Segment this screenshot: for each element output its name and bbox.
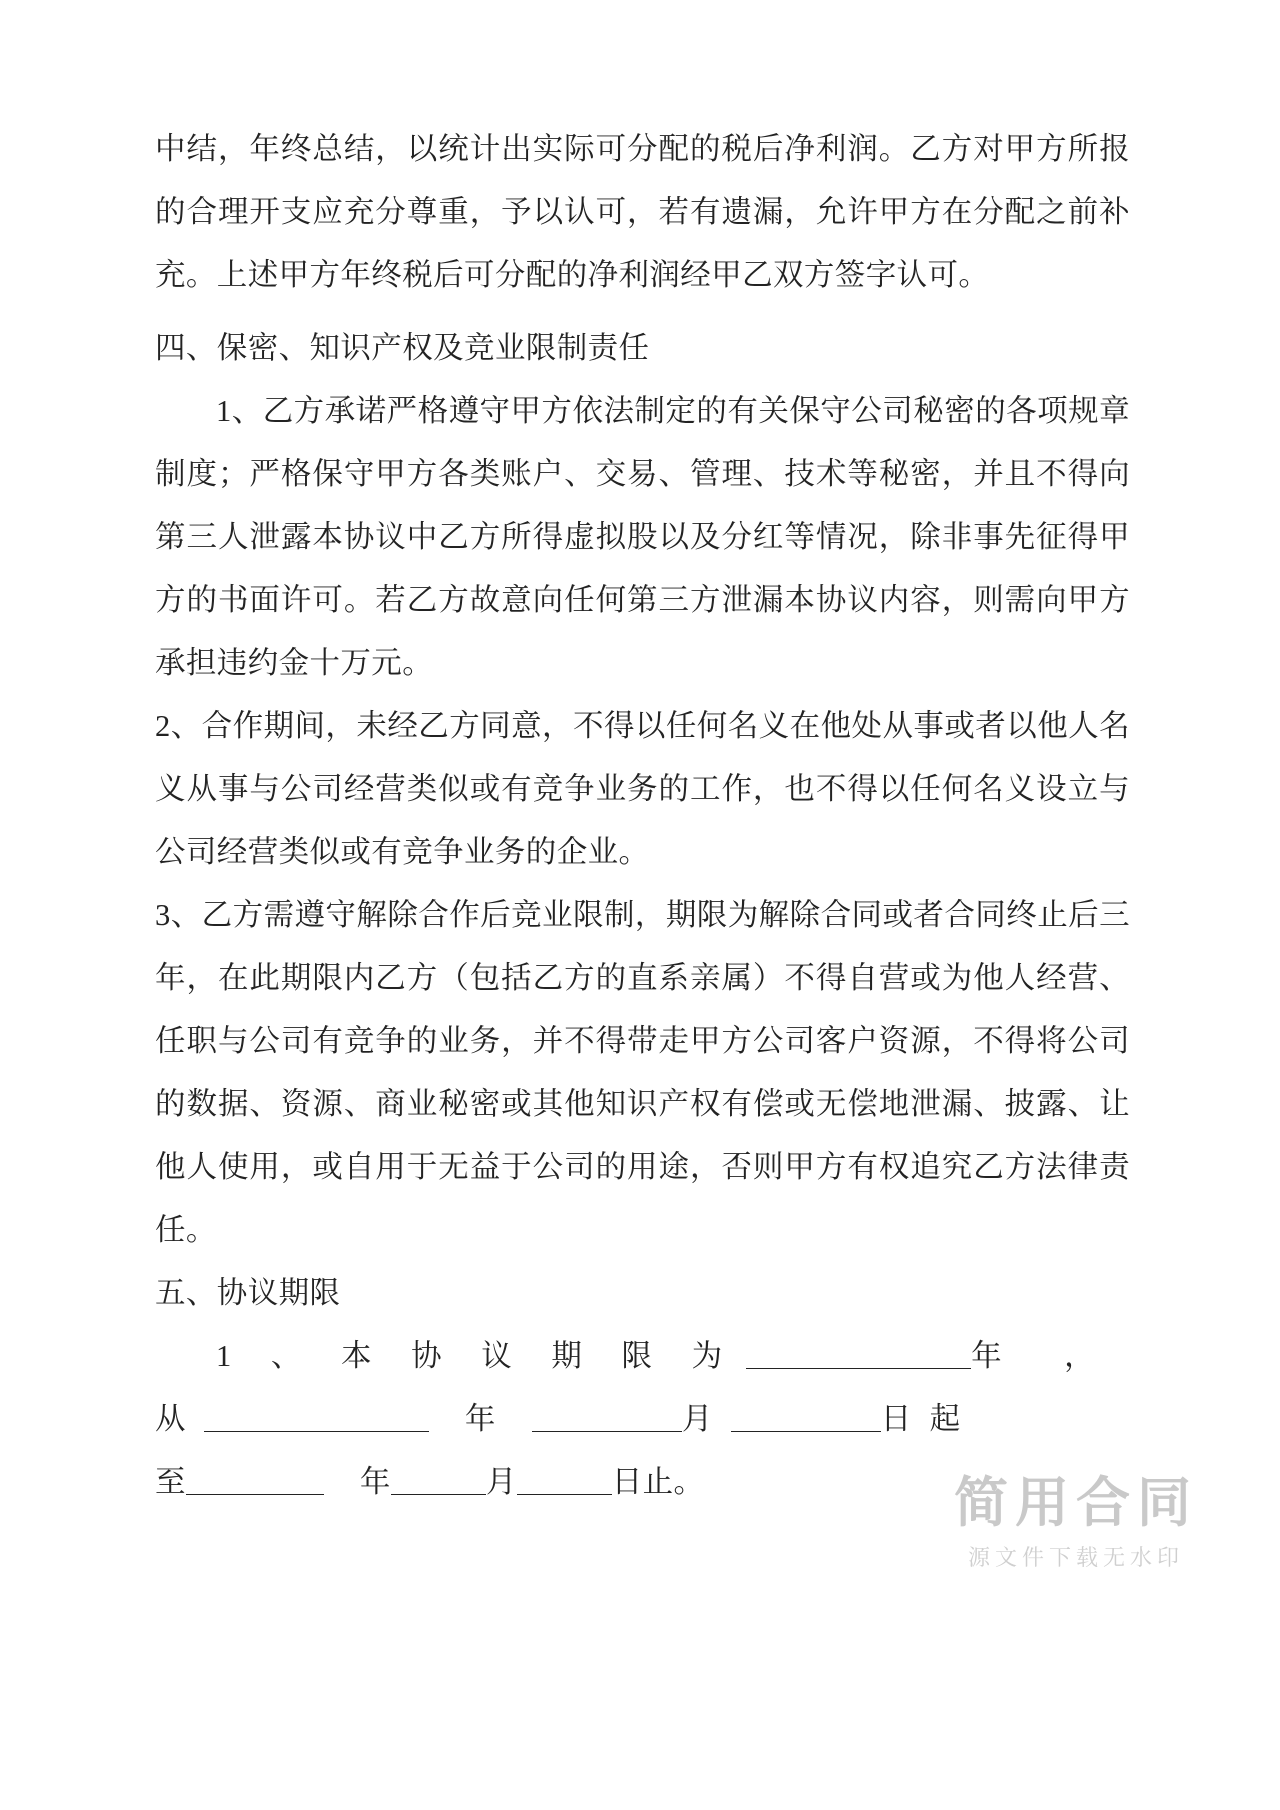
watermark-tagline: 源文件下载无水印 xyxy=(967,1545,1184,1570)
term-end-month-label: 月 xyxy=(485,1465,517,1499)
watermark-brand: 简用合同 xyxy=(954,1473,1198,1534)
term-start-month-label: 月 xyxy=(681,1402,713,1436)
carryover-paragraph: 中结，年终总结，以统计出实际可分配的税后净利润。乙方对甲方所报的合理开支应充分尊重，予以认可，若有遗漏，允许甲方在分配之前补充。上述甲方年终税后可分配的净利润经甲乙双方签字认可。 xyxy=(155,132,1130,292)
section-four-item-3: 3、乙方需遵守解除合作后竞业限制，期限为解除合同或者合同终止后三年，在此期限内乙方（包括乙方的直系亲属）不得自营或为他人经营、任职与公司有竞争的业务，并不得带走甲方公司客户资源，不得将公司的数据、资源、商业秘密或其他知识产权有偿或无偿地泄漏、披露、让他人使用，或自用于无益于公司的用途，否则甲方有权追究乙方法律责任。 xyxy=(155,898,1130,1247)
term-duration-blank[interactable] xyxy=(746,1340,971,1369)
section-four-item-1: 1、乙方承诺严格遵守甲方依法制定的有关保守公司秘密的各项规章制度；严格保守甲方各类账户、交易、管理、技术等秘密，并且不得向第三人泄露本协议中乙方所得虚拟股以及分红等情况，除非事先征得甲方的书面许可。若乙方故意向任何第三方泄漏本协议内容，则需向甲方承担违约金十万元。 xyxy=(155,394,1130,680)
term-start-year-blank[interactable] xyxy=(204,1403,429,1432)
section-four-item-2: 2、合作期间，未经乙方同意，不得以任何名义在他处从事或者以他人名义从事与公司经营类似或有竞争业务的工作，也不得以任何名义设立与公司经营类似或有竞争业务的企业。 xyxy=(155,709,1130,869)
term-end-month-blank[interactable] xyxy=(391,1466,486,1495)
term-end-year-blank[interactable] xyxy=(186,1466,324,1495)
spacer xyxy=(155,307,1130,317)
term-start-day-blank[interactable] xyxy=(731,1403,881,1432)
term-to-label: 至 xyxy=(155,1465,186,1499)
term-line-1-prefix: 1 、 本 协 议 期 限 为 xyxy=(216,1339,739,1373)
term-start-year-label: 年 xyxy=(464,1402,496,1436)
document-body xyxy=(155,118,1130,1514)
term-end-year-label: 年 xyxy=(359,1465,391,1499)
term-end-day-blank[interactable] xyxy=(517,1466,612,1495)
term-end-day-label: 日止。 xyxy=(611,1465,705,1499)
term-line-1 xyxy=(155,1325,1130,1388)
term-line-1-comma: ， xyxy=(1064,1339,1095,1373)
term-line-2 xyxy=(155,1388,1130,1451)
term-from-label: 从 xyxy=(155,1402,186,1436)
term-start-day-label: 日 xyxy=(880,1402,912,1436)
term-start-month-blank[interactable] xyxy=(532,1403,682,1432)
section-heading-five: 五、协议期限 xyxy=(155,1276,341,1310)
section-heading-four: 四、保密、知识产权及竞业限制责任 xyxy=(155,331,650,365)
term-start-suffix: 起 xyxy=(929,1402,961,1436)
term-line-3 xyxy=(155,1451,1130,1514)
term-line-1-unit: 年 xyxy=(971,1339,1003,1373)
